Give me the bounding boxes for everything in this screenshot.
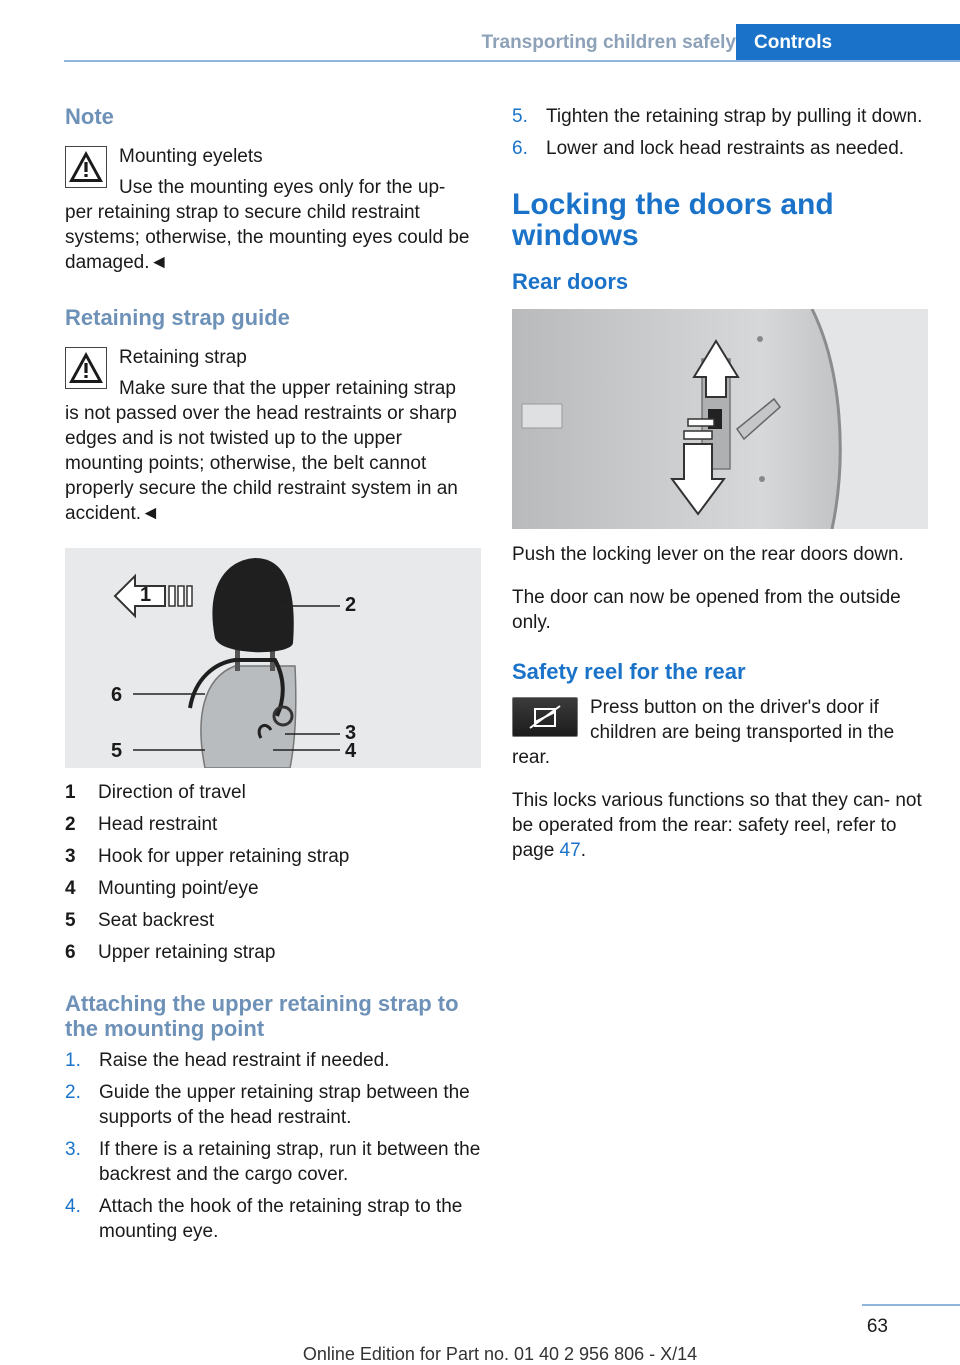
rear-doors-heading: Rear doors bbox=[512, 269, 629, 294]
note-warning bbox=[65, 142, 481, 275]
safety-text-cont: rear. bbox=[512, 747, 551, 768]
attach-heading: Attaching the upper retaining strap to the mounting point bbox=[65, 991, 459, 1041]
list-item: 6 Upper retaining strap bbox=[65, 942, 276, 963]
locks-text: This locks various functions so that they can- not be operated from the rear: safety reel, refer to page 47. bbox=[512, 790, 922, 861]
attach-steps-cont bbox=[512, 104, 928, 161]
list-item: 3. If there is a retaining strap, run it between the backrest and the cargo cover. bbox=[65, 1139, 481, 1185]
strap-warning bbox=[65, 343, 481, 526]
strap-guide-heading: Retaining strap guide bbox=[65, 305, 290, 330]
locking-heading: Locking the doors and windows bbox=[512, 188, 834, 252]
left-column bbox=[65, 100, 481, 1251]
head-restraint-figure bbox=[65, 548, 481, 768]
figure-label-6: 6 bbox=[111, 684, 123, 706]
warning-icon bbox=[65, 146, 107, 188]
chapter-tab[interactable]: Controls bbox=[736, 24, 960, 62]
right-column bbox=[512, 100, 928, 863]
list-item: 3 Hook for upper retaining strap bbox=[65, 846, 350, 867]
safety-block bbox=[512, 695, 928, 770]
push-text: Push the locking lever on the rear doors down. bbox=[512, 544, 904, 565]
figure-label-5: 5 bbox=[111, 740, 123, 762]
list-item: 5. Tighten the retaining strap by pulling it down. bbox=[512, 106, 923, 127]
list-item: 4. Attach the hook of the retaining strap to the mounting eye. bbox=[65, 1196, 463, 1242]
figure-label-1: 1 bbox=[140, 584, 152, 606]
door-text: The door can now be opened from the outside only. bbox=[512, 587, 901, 633]
figure-label-2: 2 bbox=[345, 594, 357, 616]
page-number: 63 bbox=[866, 1316, 888, 1337]
list-item: 1 Direction of travel bbox=[65, 782, 246, 803]
list-item: 5 Seat backrest bbox=[65, 910, 215, 931]
warning-text-first: Make sure that the upper retaining strap bbox=[119, 378, 456, 399]
page-ref-link[interactable]: 47 bbox=[559, 840, 581, 861]
figure-legend bbox=[65, 780, 481, 965]
list-item: 6. Lower and lock head restraints as needed. bbox=[512, 138, 905, 159]
edition-line: Online Edition for Part no. 01 40 2 956 806 - X/14 bbox=[302, 1344, 698, 1364]
attach-steps bbox=[65, 1048, 481, 1244]
rear-door-figure bbox=[512, 309, 928, 529]
warning-title: Retaining strap bbox=[119, 347, 247, 368]
safety-text: Press button on the driver's door if children are being transported in the bbox=[590, 697, 895, 743]
warning-title: Mounting eyelets bbox=[119, 146, 263, 167]
figure-label-4: 4 bbox=[345, 740, 357, 762]
list-item: 4 Mounting point/eye bbox=[65, 878, 259, 899]
list-item: 2 Head restraint bbox=[65, 814, 218, 835]
warning-text: per retaining strap to secure child restraint systems; otherwise, the mounting eyes could be damaged.◄ bbox=[65, 202, 470, 273]
window-lock-button-icon bbox=[512, 697, 578, 737]
section-title: Transporting children safely bbox=[481, 32, 736, 53]
list-item: 2. Guide the upper retaining strap between the supports of the head restraint. bbox=[65, 1082, 470, 1128]
footer-rule bbox=[862, 1304, 960, 1306]
warning-text-first: Use the mounting eyes only for the up- bbox=[119, 177, 446, 198]
warning-text: is not passed over the head restraints or sharp edges and is not twisted up to the upper mounting points; otherwise, the belt cannot properly secure the child restraint system in an accident.◄ bbox=[65, 403, 458, 524]
warning-icon bbox=[65, 347, 107, 389]
header-rule bbox=[64, 60, 960, 62]
list-item: 1. Raise the head restraint if needed. bbox=[65, 1050, 390, 1071]
figure-label-3: 3 bbox=[345, 722, 357, 744]
note-heading: Note bbox=[65, 104, 114, 129]
safety-heading: Safety reel for the rear bbox=[512, 659, 746, 684]
page-header bbox=[0, 24, 960, 62]
